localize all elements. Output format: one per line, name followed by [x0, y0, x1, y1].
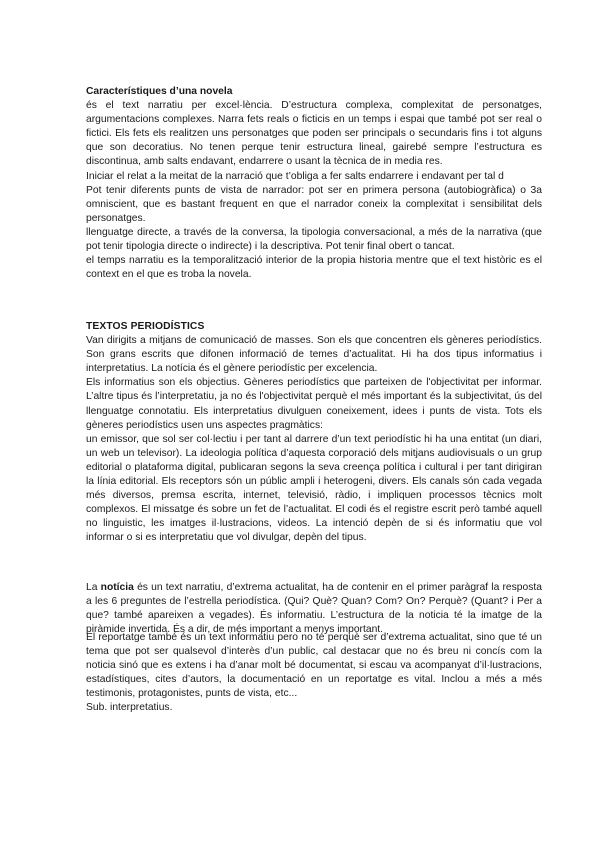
noticia-lead: La [86, 582, 101, 593]
paragraph: Els informatius son els objectius. Gèneres periodístics que parteixen de l'objectivitat per informar. L’altre tipus és l’interpretatiu, ja no és l'objectivitat perquè el més important és la subjectivitat, ús del llenguatge connotatiu. Els interpretatius divulguen coneixement, idees i punts de vista. Tots els gèneres periodístics usen uns aspectes pragmàtics: [86, 377, 542, 431]
section-heading-novela: Característiques d’una novela [86, 86, 233, 97]
paragraph: el temps narratiu es la temporalització interior de la propia historia mentre que el text històric es el context en el que es troba la novela. [86, 255, 542, 281]
section-reportatge [86, 631, 542, 716]
noticia-text: és un text narratiu, d’extrema actualitat, ha de contenir en el primer paràgraf la resposta a les 6 preguntes de l’estrella periodística. (Qui? Què? Quan? Com? On? Perquè? (Quant? i Per a que? també apareixen a vegades). És informatiu. L’estructura de la noticia té la imatge de la piràmide invertida. És a dir, de més important a menys important. [86, 582, 542, 636]
paragraph: Sub. interpretatius. [86, 702, 173, 714]
section-noticia [86, 581, 542, 637]
section-textos-periodistics [86, 320, 542, 546]
section-novela [86, 85, 542, 282]
paragraph: és el text narratiu per excel·lència. D’estructura complexa, complexitat de personatges, argumentacions complexes. Narra fets reals o ficticis en un temps i espai que també pot ser real o fictici. Els fets els realitzen uns personatges que poden ser principals o secundaris fins i tot alguns que son decoratius. No tenen perque tenir estructura lineal, gairebé sempre l’estructura es discontinua, amb salts endavant, endarrere o usant la tècnica de in media res. [86, 100, 542, 168]
paragraph-noticia [86, 581, 542, 637]
section-heading-periodistics: TEXTOS PERIODÍSTICS [86, 321, 205, 332]
paragraph: Pot tenir diferents punts de vista de narrador: pot ser en primera persona (autobiogràfica) o 3a omniscient, que es bastant frequent en que el narrador coneix la complexitat i sensibilitat dels personatges. [86, 184, 542, 224]
paragraph: El reportatge també és un text informatiu pero no té perquè ser d’extrema actualitat, sino que té un tema que pot ser qualsevol d’interès d’un public, cal destacar que no és breu ni concís com la noticia sinó que es extens i ha d’anar molt bé documentat, si escau va acompanyat d’il·lustracions, estadístiques, cites d’autors, la documentació en un reportatge es vital. Inclou a més a més testimonis, protagonistes, punts de vista, etc... [86, 632, 542, 700]
noticia-bold-term: notícia [100, 582, 134, 593]
paragraph: un emissor, que sol ser col·lectiu i per tant al darrere d’un text periodístic hi ha una entitat (un diari, un web un televisor). La ideologia política d’aquesta corporació dels mitjans audiovisuals o un grup editorial o plataforma digital, publicaran segons la seva creença política i cultural i per tant dirigiran la línia editorial. Els receptors són un públic ampli i heterogeni, divers. Els canals són cada vegada més diversos, premsa escrita, internet, televisió, ràdio, i impliquen processos tècnics molt complexos. El missatge és sobre un fet de l’actualitat. El codi és el registre escrit però també aquell no linguistic, les imatges il·lustracions, videos. La intenció depèn de si és informatiu que vol informar o si es interpretatiu que vol divulgar, depèn del tipus. [86, 433, 542, 544]
paragraph: Van dirigits a mitjans de comunicació de masses. Son els que concentren els gèneres periodístics. Son grans escrits que difonen informació de temes d’actualitat. Hi ha dos tipus informatius i interpretatius. La notícia és el gènere periodístic per excelencia. [86, 335, 542, 375]
paragraph: Iniciar el relat a la meitat de la narració que t’obliga a fer salts endarrere i endavant per tal d [86, 170, 504, 182]
paragraph: llenguatge directe, a través de la conversa, la tipologia conversacional, a més de la narrativa (que pot tenir tipologia directe o indirecte) i la descriptiva. Pot tenir final obert o tancat. [86, 226, 542, 253]
